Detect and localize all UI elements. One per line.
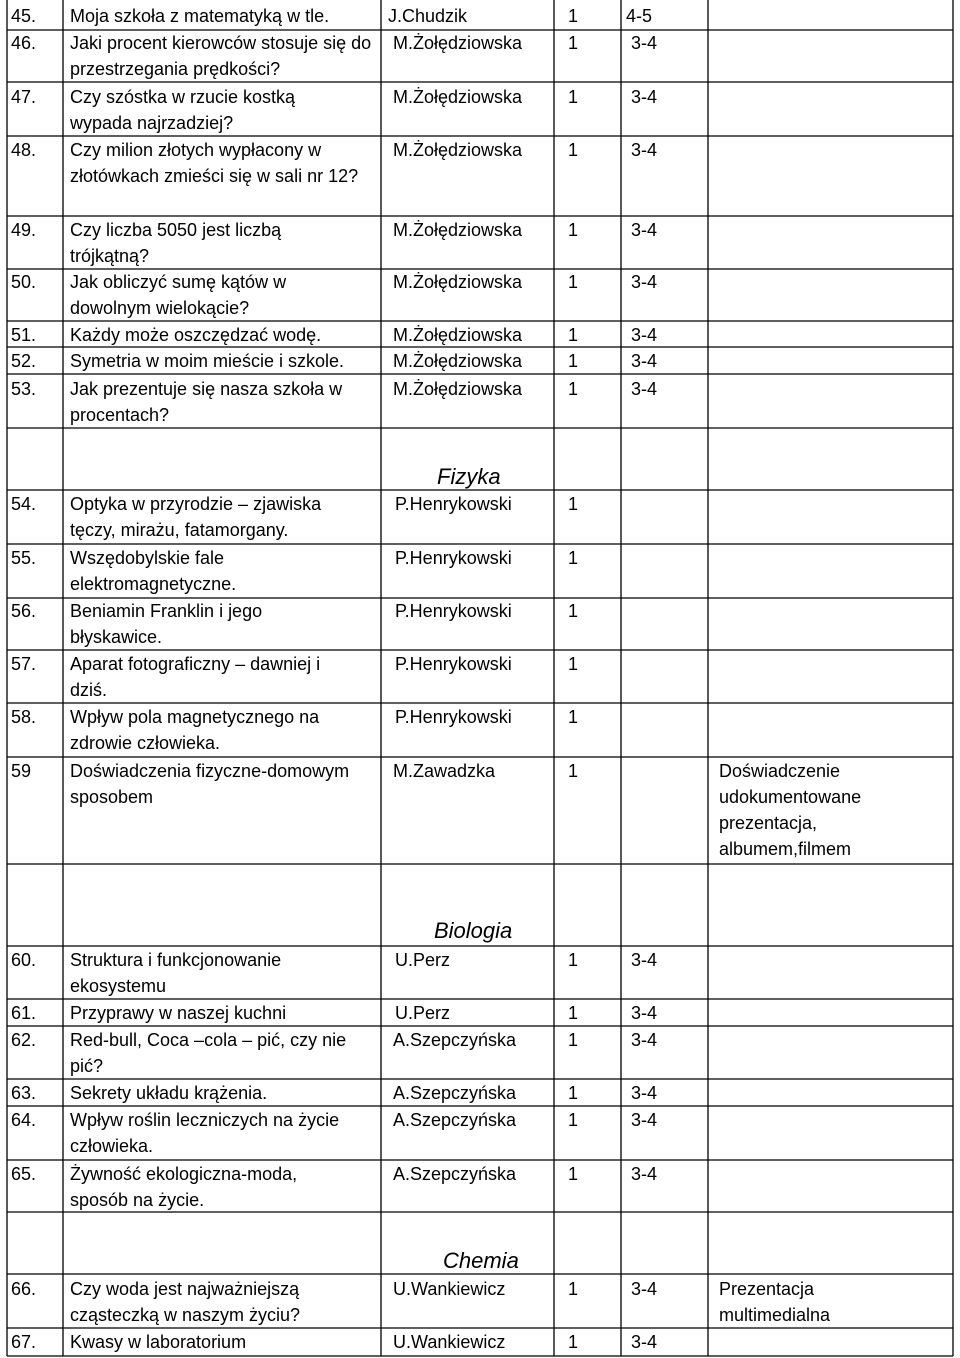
row-teacher: P.Henrykowski (395, 548, 512, 568)
row-number: 57. (11, 654, 37, 674)
row-number: 62. (11, 1030, 37, 1050)
row-topic: Przyprawy w naszej kuchni (70, 1003, 287, 1023)
row-count: 1 (568, 140, 579, 160)
row-topic: Beniamin Franklin i jego błyskawice. (70, 601, 263, 647)
row-number: 49. (11, 220, 37, 240)
row-grade: 3-4 (631, 325, 658, 345)
row-number: 48. (11, 140, 37, 160)
row-count: 1 (568, 548, 579, 568)
row-topic: Sekrety układu krążenia. (70, 1083, 268, 1103)
row-topic: Wszędobylskie fale elektromagnetyczne. (70, 548, 237, 594)
row-number: 59 (11, 761, 32, 781)
row-grade: 3-4 (631, 1279, 658, 1299)
row-teacher: M.Żołędziowska (393, 379, 523, 399)
row-count: 1 (568, 654, 579, 674)
row-count: 1 (568, 6, 579, 26)
row-number: 51. (11, 325, 37, 345)
row-teacher: A.Szepczyńska (393, 1030, 517, 1050)
row-count: 1 (568, 1110, 579, 1130)
row-topic: Aparat fotograficzny – dawniej i dziś. (70, 654, 321, 700)
row-count: 1 (568, 220, 579, 240)
row-number: 50. (11, 272, 37, 292)
row-teacher: M.Żołędziowska (393, 325, 523, 345)
row-topic: Czy milion złotych wypłacony w złotówkach zmieści się w sali nr 12? (70, 140, 359, 186)
row-notes: Prezentacja multimedialna (719, 1279, 831, 1325)
row-teacher: M.Zawadzka (393, 761, 496, 781)
row-grade: 3-4 (631, 1332, 658, 1352)
row-number: 65. (11, 1164, 37, 1184)
row-count: 1 (568, 494, 579, 514)
row-count: 1 (568, 87, 579, 107)
row-count: 1 (568, 1030, 579, 1050)
row-count: 1 (568, 950, 579, 970)
row-count: 1 (568, 1164, 579, 1184)
row-topic: Wpływ roślin leczniczych na życie człowieka. (70, 1110, 340, 1156)
row-number: 67. (11, 1332, 37, 1352)
row-grade: 3-4 (631, 1003, 658, 1023)
row-grade: 3-4 (631, 87, 658, 107)
row-teacher: P.Henrykowski (395, 494, 512, 514)
section-heading-fizyka: Fizyka (437, 464, 501, 489)
row-count: 1 (568, 1003, 579, 1023)
row-count: 1 (568, 33, 579, 53)
row-teacher: U.Wankiewicz (393, 1332, 506, 1352)
row-topic: Symetria w moim mieście i szkole. (70, 351, 345, 371)
section-heading-biologia: Biologia (434, 918, 513, 943)
row-count: 1 (568, 1083, 579, 1103)
row-number: 47. (11, 87, 37, 107)
row-topic: Czy liczba 5050 jest liczbą trójkątną? (70, 220, 282, 266)
row-teacher: A.Szepczyńska (393, 1164, 517, 1184)
row-count: 1 (568, 707, 579, 727)
row-number: 56. (11, 601, 37, 621)
row-topic: Jaki procent kierowców stosuje się do przestrzegania prędkości? (70, 33, 372, 79)
row-teacher: M.Żołędziowska (393, 140, 523, 160)
row-grade: 3-4 (631, 140, 658, 160)
row-grade: 3-4 (631, 1164, 658, 1184)
row-topic: Jak prezentuje się nasza szkoła w procentach? (70, 379, 343, 425)
row-teacher: M.Żołędziowska (393, 33, 523, 53)
row-notes: Doświadczenie udokumentowane prezentacja, albumem,filmem (719, 761, 862, 859)
row-teacher: A.Szepczyńska (393, 1083, 517, 1103)
row-teacher: P.Henrykowski (395, 654, 512, 674)
row-grade: 3-4 (631, 1083, 658, 1103)
row-number: 66. (11, 1279, 37, 1299)
row-topic: Doświadczenia fizyczne-domowym sposobem (70, 761, 350, 807)
row-topic: Red-bull, Coca –cola – pić, czy nie pić? (70, 1030, 347, 1076)
row-number: 61. (11, 1003, 37, 1023)
row-count: 1 (568, 1279, 579, 1299)
row-topic: Moja szkoła z matematyką w tle. (70, 6, 330, 26)
row-count: 1 (568, 761, 579, 781)
row-topic: Struktura i funkcjonowanie ekosystemu (70, 950, 282, 996)
row-topic: Optyka w przyrodzie – zjawiska tęczy, mirażu, fatamorgany. (70, 494, 322, 540)
row-topic: Czy szóstka w rzucie kostką wypada najrzadziej? (70, 87, 296, 133)
row-number: 55. (11, 548, 37, 568)
section-heading-chemia: Chemia (443, 1248, 519, 1273)
row-count: 1 (568, 351, 579, 371)
row-number: 52. (11, 351, 37, 371)
row-topic: Czy woda jest najważniejszą cząsteczką w naszym życiu? (70, 1279, 301, 1325)
row-teacher: M.Żołędziowska (393, 351, 523, 371)
row-grade: 3-4 (631, 272, 658, 292)
row-grade: 3-4 (631, 351, 658, 371)
row-grade: 3-4 (631, 1030, 658, 1050)
row-count: 1 (568, 601, 579, 621)
row-number: 53. (11, 379, 37, 399)
row-count: 1 (568, 325, 579, 345)
row-teacher: U.Wankiewicz (393, 1279, 506, 1299)
row-teacher: P.Henrykowski (395, 707, 512, 727)
row-topic: Jak obliczyć sumę kątów w dowolnym wielokącie? (70, 272, 287, 318)
row-teacher: U.Perz (395, 1003, 451, 1023)
row-grade: 3-4 (631, 220, 658, 240)
row-number: 58. (11, 707, 37, 727)
row-number: 46. (11, 33, 37, 53)
row-grade: 4-5 (626, 6, 653, 26)
row-count: 1 (568, 1332, 579, 1352)
row-teacher: A.Szepczyńska (393, 1110, 517, 1130)
row-count: 1 (568, 272, 579, 292)
row-grade: 3-4 (631, 950, 658, 970)
row-teacher: U.Perz (395, 950, 451, 970)
row-teacher: P.Henrykowski (395, 601, 512, 621)
row-teacher: M.Żołędziowska (393, 220, 523, 240)
row-grade: 3-4 (631, 379, 658, 399)
row-number: 54. (11, 494, 37, 514)
row-number: 64. (11, 1110, 37, 1130)
row-number: 63. (11, 1083, 37, 1103)
row-teacher: M.Żołędziowska (393, 87, 523, 107)
row-number: 45. (11, 6, 37, 26)
row-grade: 3-4 (631, 1110, 658, 1130)
row-topic: Kwasy w laboratorium (70, 1332, 247, 1352)
row-topic: Wpływ pola magnetycznego na zdrowie człowieka. (70, 707, 320, 753)
row-teacher: M.Żołędziowska (393, 272, 523, 292)
row-grade: 3-4 (631, 33, 658, 53)
row-number: 60. (11, 950, 37, 970)
row-teacher: J.Chudzik (388, 6, 468, 26)
row-topic: Żywność ekologiczna-moda, sposób na życie. (70, 1164, 298, 1210)
row-count: 1 (568, 379, 579, 399)
row-topic: Każdy może oszczędzać wodę. (70, 325, 322, 345)
